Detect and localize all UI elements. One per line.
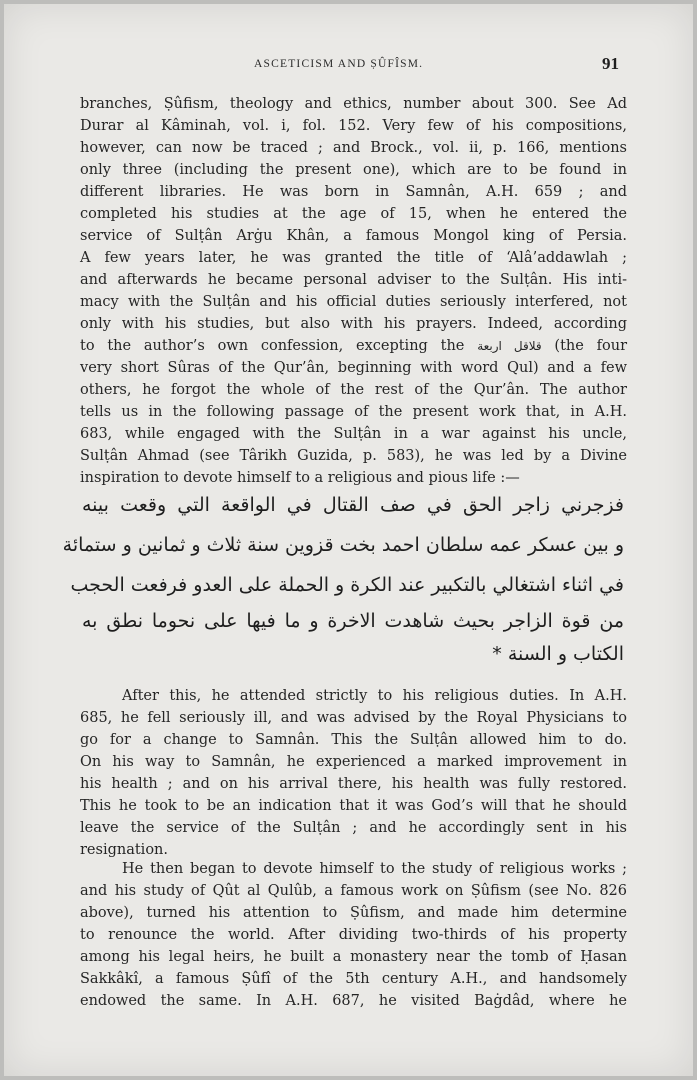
text-line: to renounce the world. After dividing two-thirds of his property (80, 927, 627, 943)
text-line: leave the service of the Sulṭân ; and he accordingly sent in his (80, 820, 627, 836)
text-line: tells us in the following passage of the present work that, in A.H. (80, 404, 627, 420)
text-line: This he took to be an indication that it was God’s will that he should (80, 798, 627, 814)
arabic-quote-line: في اثناء اشتغالي بالتكبير عند الكرة و الحملة على العدو فرفعت الحجب (70, 574, 624, 596)
text-line: On his way to Samnân, he experienced a marked improvement in (80, 754, 627, 770)
text-line: He then began to devote himself to the study of religious works ; (122, 861, 627, 877)
text-line: above), turned his attention to Ṣûfism, and made him determine (80, 905, 627, 921)
arabic-quote-line: و بين عسكر عمه سلطان احمد بخت قزوين سنة ثلاث و ثمانين و ستمائة (62, 534, 624, 556)
running-head: ASCETICISM AND ṢÛFÎSM. (254, 58, 424, 70)
arabic-quote-line: من قوة الزاجر بحيث شاهدت الاخرة و ما فيها على نحوما نطق به (82, 610, 624, 632)
book-page (4, 4, 693, 1076)
text-line: branches, Ṣûfism, theology and ethics, number about 300. See Ad (80, 96, 627, 112)
text-line: very short Sûras of the Qur’ân, beginning with word Qul) and a few (80, 360, 627, 376)
text-line: service of Sulṭân Arġu Khân, a famous Mongol king of Persia. (80, 228, 627, 244)
text-line: only three (including the present one), which are to be found in (80, 162, 627, 178)
line-segment: (the four (554, 338, 627, 354)
text-line: however, can now be traced ; and Brock., vol. ii, p. 166, mentions (80, 140, 627, 156)
arabic-quote-line: الكتاب و السنة * (492, 643, 624, 665)
text-line: among his legal heirs, he built a monastery near the tomb of Ḥasan (80, 949, 627, 965)
text-line: his health ; and on his arrival there, his health was fully restored. (80, 776, 627, 792)
text-line: A few years later, he was granted the title of ‘Alâ’addawlah ; (80, 250, 627, 266)
text-line-with-arabic (80, 337, 627, 355)
text-line: After this, he attended strictly to his religious duties. In A.H. (122, 688, 627, 704)
text-line: Sakkâkî, a famous Ṣûfî of the 5th century A.H., and handsomely (80, 971, 627, 987)
page-number: 91 (602, 54, 619, 73)
text-line: resignation. (80, 842, 168, 858)
text-line: 685, he fell seriously ill, and was advised by the Royal Physicians to (80, 710, 627, 726)
page-header (4, 54, 693, 76)
text-line: completed his studies at the age of 15, when he entered the (80, 206, 627, 222)
text-line: and afterwards he became personal adviser to the Sulṭân. His inti- (80, 272, 627, 288)
text-line: 683, while engaged with the Sulṭân in a war against his uncle, (80, 426, 627, 442)
text-line: Sulṭân Ahmad (see Târikh Guzida, p. 583), he was led by a Divine (80, 448, 627, 464)
line-segment: to the author’s own confession, excepting the (80, 338, 465, 354)
arabic-quote-line: فزجرني زاجر الحق في صف القتال في الواقعة التي وقعت بينه (82, 494, 624, 516)
text-line: others, he forgot the whole of the rest of the Qur’ân. The author (80, 382, 627, 398)
arabic-inline-phrase: قلاقل اربعة (477, 339, 542, 353)
text-line: inspiration to devote himself to a religious and pious life :— (80, 470, 520, 486)
text-line: go for a change to Samnân. This the Sulṭân allowed him to do. (80, 732, 627, 748)
text-line: different libraries. He was born in Samnân, A.H. 659 ; and (80, 184, 627, 200)
text-line: and his study of Qût al Qulûb, a famous work on Ṣûfism (see No. 826 (80, 883, 627, 899)
text-line: Durar al Kâminah, vol. i, fol. 152. Very few of his compositions, (80, 118, 627, 134)
text-line: macy with the Sulṭân and his official duties seriously interfered, not (80, 294, 627, 310)
text-line: endowed the same. In A.H. 687, he visited Baġdâd, where he (80, 993, 627, 1009)
text-line: only with his studies, but also with his prayers. Indeed, according (80, 316, 627, 332)
